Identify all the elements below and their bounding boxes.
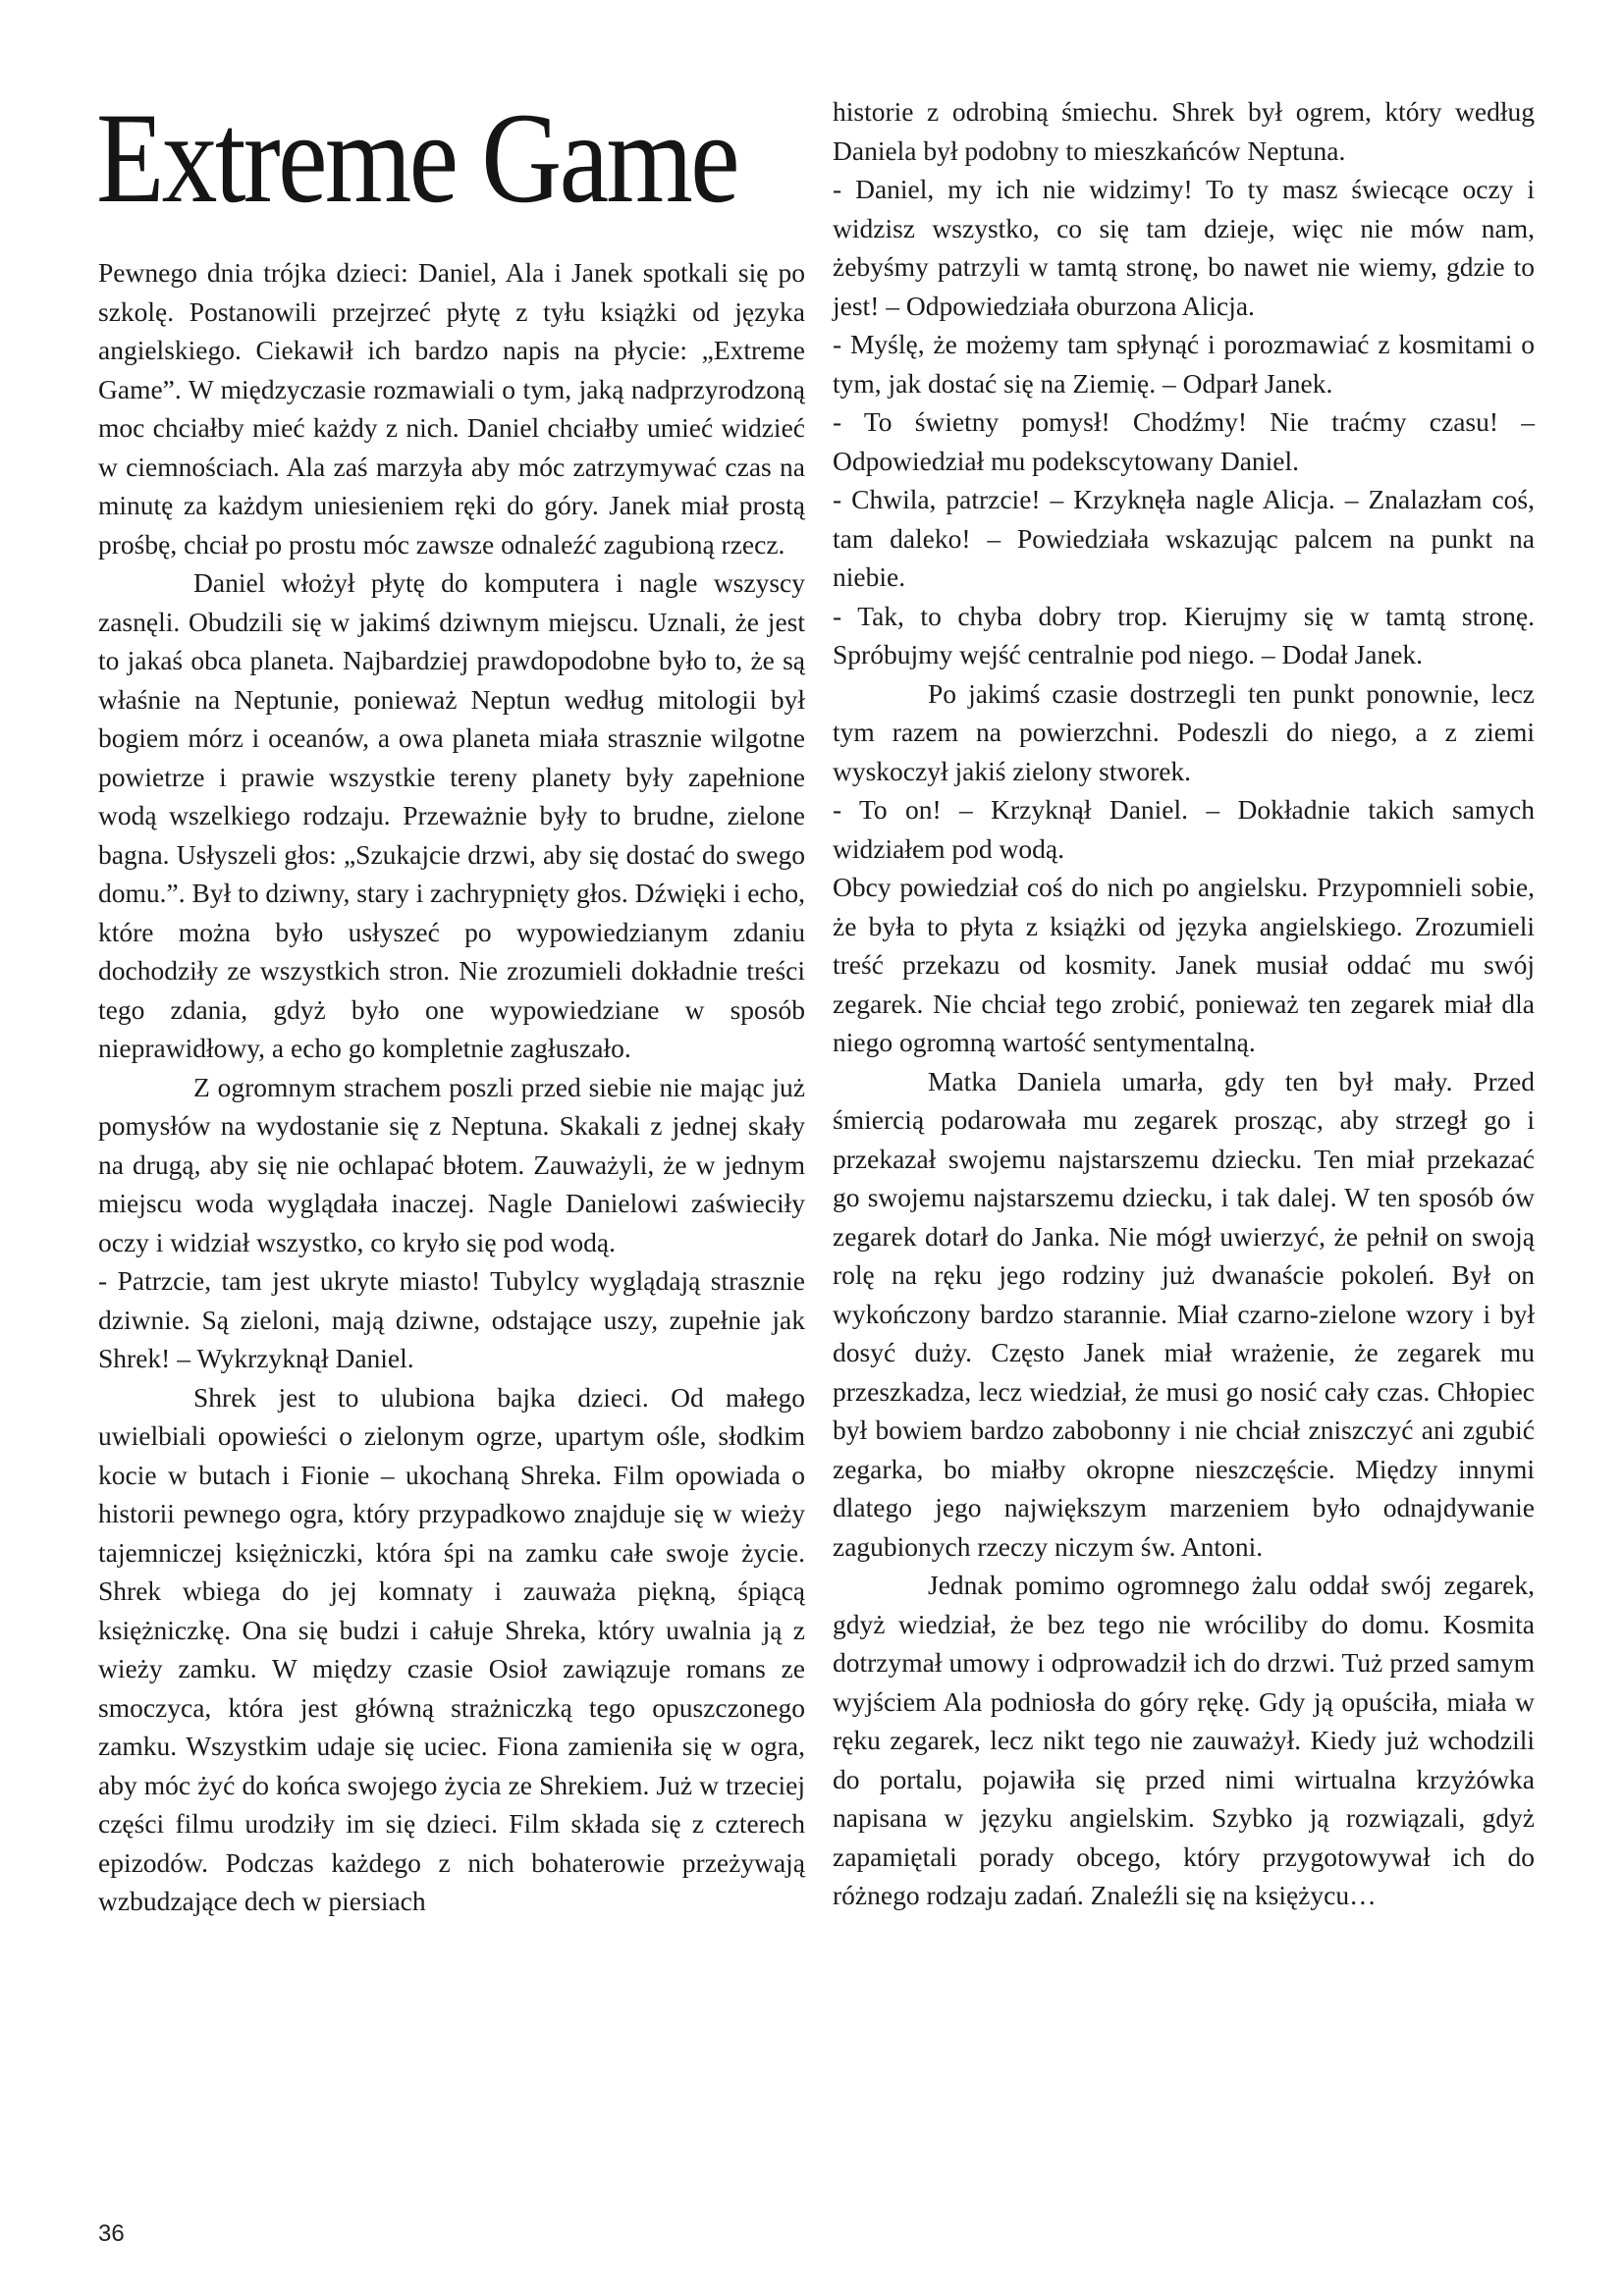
paragraph: Pewnego dnia trójka dzieci: Daniel, Ala i Janek spotkali się po szkolę. Postanowili przejrzeć płytę z tyłu książki od języka angielskiego. Ciekawił ich bardzo napis na płycie: „Extreme Game”. W międzyczasie rozmawiali o tym, jaką nadprzyrodzoną moc chciałby mieć każdy z nich. Daniel chciałby umieć widzieć w ciemnościach. Ala zaś marzyła aby móc zatrzymywać czas na minutę za każdym uniesieniem ręki do góry. Janek miał prostą prośbę, chciał po prostu móc zawsze odnaleźć zagubioną rzecz. — [98, 257, 805, 560]
paragraph: Po jakimś czasie dostrzegli ten punkt ponownie, lecz tym razem na powierzchni. Podeszli do niego, a z ziemi wyskoczył jakiś zielony stworek. — [833, 677, 1535, 786]
left-column — [98, 253, 805, 1921]
dialogue-line: - Daniel, my ich nie widzimy! To ty masz świecące oczy i widzisz wszystko, co się tam dzieje, więc nie mów nam, żebyśmy patrzyli w tamtą stronę, bo nawet nie wiemy, gdzie to jest! – Odpowiedziała oburzona Alicja. — [833, 174, 1535, 321]
paragraph: Obcy powiedział coś do nich po angielsku. Przypomnieli sobie, że była to płyta z książki od języka angielskiego. Zrozumieli treść przekazu od kosmity. Janek musiał oddać mu swój zegarek. Nie chciał tego zrobić, ponieważ ten zegarek miał dla niego ogromną wartość sentymentalną. — [833, 872, 1535, 1057]
page-number: 36 — [98, 2220, 125, 2247]
dialogue-line: - Tak, to chyba dobry trop. Kierujmy się w tamtą stronę. Spróbujmy wejść centralnie pod niego. – Dodał Janek. — [833, 600, 1535, 669]
paragraph: Shrek jest to ulubiona bajka dzieci. Od małego uwielbiali opowieści o zielonym ogrze, upartym ośle, słodkim kocie w butach i Fionie – ukochaną Shreka. Film opowiada o historii pewnego ogra, który przypadkowo znajduje się w wieży tajemniczej księżniczki, która śpi na zamku całe swoje życie. Shrek wbiega do jej komnaty i zauważa piękną, śpiącą księżniczkę. Ona się budzi i całuje Shreka, który uwalnia ją z wieży zamku. W między czasie Osioł zawiązuje romans ze smoczyca, która jest główną strażniczką tego opuszczonego zamku. Wszystkim udaje się uciec. Fiona zamieniła się w ogra, aby móc żyć do końca swojego życia ze Shrekiem. Już w trzeciej części filmu urodziły im się dzieci. Film składa się z czterech epizodów. Podczas każdego z nich bohaterowie przeżywają wzbudzające dech w piersiach — [98, 1381, 805, 1916]
story-title: Extreme Game — [96, 85, 737, 230]
paragraph: Daniel włożył płytę do komputera i nagle wszyscy zasnęli. Obudzili się w jakimś dziwnym miejscu. Uznali, że jest to jakaś obca planeta. Najbardziej prawdopodobne było to, że są właśnie na Neptunie, ponieważ Neptun według mitologii był bogiem mórz i oceanów, a owa planeta miała strasznie wilgotne powietrze i prawie wszystkie tereny planety były zapełnione wodą wszelkiego rodzaju. Przeważnie były to brudne, zielone bagna. Usłyszeli głos: „Szukajcie drzwi, aby się dostać do swego domu.”. Był to dziwny, stary i zachrypnięty głos. Dźwięki i echo, które można było usłyszeć po wypowiedzianym zdaniu dochodziły ze wszystkich stron. Nie zrozumieli dokładnie treści tego zdania, gdyż było one wypowiedziane w sposób nieprawidłowy, a echo go kompletnie zagłuszało. — [98, 567, 805, 1063]
paragraph: Matka Daniela umarła, gdy ten był mały. Przed śmiercią podarowała mu zegarek prosząc, aby strzegł go i przekazał swojemu najstarszemu dziecku. Ten miał przekazać go swojemu najstarszemu dziecku, i tak dalej. W ten sposób ów zegarek dotarł do Janka. Nie mógł uwierzyć, że pełnił on swoją rolę na ręku jego rodziny już dwanaście pokoleń. Był on wykończony bardzo starannie. Miał czarno-zielone wzory i był dosyć duży. Często Janek miał wrażenie, że zegarek mu przeszkadza, lecz wiedział, że musi go nosić cały czas. Chłopiec był bowiem bardzo zabobonny i nie chciał zniszczyć ani zgubić zegarka, bo miałby okropne nieszczęście. Między innymi dlatego jego największym marzeniem było odnajdywanie zagubionych rzeczy niczym św. Antoni. — [833, 1065, 1535, 1562]
right-column — [833, 92, 1535, 1915]
dialogue-line: - To świetny pomysł! Chodźmy! Nie traćmy czasu! – Odpowiedział mu podekscytowany Daniel. — [833, 406, 1535, 476]
dialogue-line: - To on! – Krzyknął Daniel. – Dokładnie takich samych widziałem pod wodą. — [833, 794, 1535, 864]
paragraph: Z ogromnym strachem poszli przed siebie nie mając już pomysłów na wydostanie się z Neptuna. Skakali z jednej skały na drugą, aby się nie ochlapać błotem. Zauważyli, że w jednym miejscu woda wyglądała inaczej. Nagle Danielowi zaświeciły oczy i widział wszystko, co kryło się pod wodą. — [98, 1071, 805, 1257]
dialogue-line: - Patrzcie, tam jest ukryte miasto! Tubylcy wyglądają strasznie dziwnie. Są zieloni, mają dziwne, odstające uszy, zupełnie jak Shrek! – Wykrzyknął Daniel. — [98, 1265, 805, 1373]
paragraph: Jednak pomimo ogromnego żalu oddał swój zegarek, gdyż wiedział, że bez tego nie wróciliby do domu. Kosmita dotrzymał umowy i odprowadził ich do drzwi. Tuż przed samym wyjściem Ala podniosła do góry rękę. Gdy ją opuściła, miała w ręku zegarek, lecz nikt tego nie zauważył. Kiedy już wchodzili do portalu, pojawiła się przed nimi wirtualna krzyżówka napisana w języku angielskim. Szybko ją rozwiązali, gdyż zapamiętali porady obcego, który przygotowywał ich do różnego rodzaju zadań. Znaleźli się na księżycu… — [833, 1570, 1535, 1910]
paragraph: historie z odrobiną śmiechu. Shrek był ogrem, który według Daniela był podobny to mieszkańców Neptuna. — [833, 96, 1535, 166]
dialogue-line: - Chwila, patrzcie! – Krzyknęła nagle Alicja. – Znalazłam coś, tam daleko! – Powiedziała wskazując palcem na punkt na niebie. — [833, 484, 1535, 592]
dialogue-line: - Myślę, że możemy tam spłynąć i porozmawiać z kosmitami o tym, jak dostać się na Ziemię. – Odparł Janek. — [833, 329, 1535, 399]
